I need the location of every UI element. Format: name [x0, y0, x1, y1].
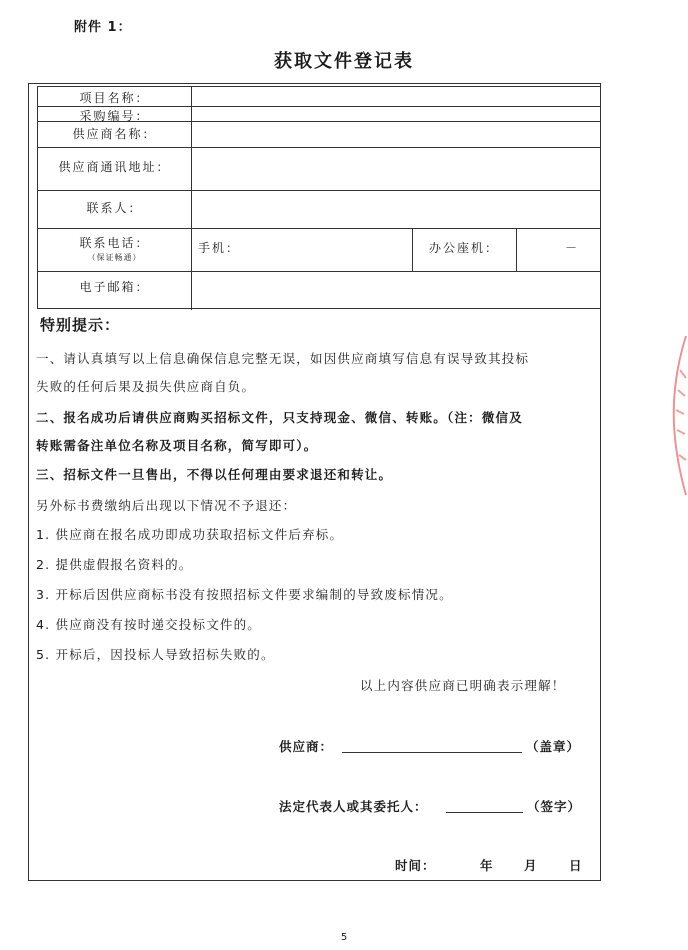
legal-rep-label: 法定代表人或其委托人：: [279, 799, 428, 814]
year-label: 年: [480, 858, 494, 873]
sign-note: （签字）: [527, 799, 582, 814]
supplier-address-field[interactable]: [192, 148, 601, 190]
seal-note: （盖章）: [526, 739, 581, 754]
purchase-no-field[interactable]: [192, 107, 601, 121]
email-field[interactable]: [192, 272, 601, 309]
day-label: 日: [569, 858, 583, 873]
refund-item-2: 2. 提供虚假报名资料的。: [36, 557, 193, 572]
office-phone-field[interactable]: [517, 229, 601, 271]
project-name-field[interactable]: [192, 87, 601, 106]
office-phone-label: 办公座机：: [428, 241, 499, 255]
notice-item-3: 三、招标文件一旦售出，不得以任何理由要求退还和转让。: [36, 467, 393, 482]
notice-title: 特别提示：: [40, 316, 121, 334]
legal-rep-signature-line[interactable]: [446, 812, 523, 813]
supplier-name-field[interactable]: [192, 122, 601, 147]
month-label: 月: [524, 858, 538, 873]
supplier-address-label: 供应商通讯地址：: [58, 160, 171, 174]
notice-item-2-line-1: 二、报名成功后请供应商购买招标文件，只支持现金、微信、转账。（注：微信及: [36, 410, 523, 425]
supplier-signature-label: 供应商：: [279, 739, 334, 754]
acknowledgement: 以上内容供应商已明确表示理解！: [360, 678, 566, 693]
notice-item-2-line-2: 转账需备注单位名称及项目名称，简写即可）。: [36, 438, 318, 453]
contact-label: 联系人：: [86, 201, 143, 215]
refund-item-1: 1. 供应商在报名成功即成功获取招标文件后弃标。: [36, 527, 344, 542]
phone-note: （保证畅通）: [87, 253, 142, 262]
notice-item-1-line-1: 一、请认真填写以上信息确保信息完整无误，如因供应商填写信息有误导致其投标: [36, 351, 530, 366]
mobile-field[interactable]: [243, 229, 411, 271]
phone-label: 联系电话：: [79, 236, 150, 250]
refund-item-4: 4. 供应商没有按时递交投标文件的。: [36, 617, 262, 632]
date-label: 时间：: [395, 858, 436, 873]
purchase-no-label: 采购编号：: [79, 109, 150, 123]
supplier-name-label: 供应商名称：: [72, 127, 157, 141]
attachment-label: 附件 1：: [74, 20, 132, 35]
notice-item-1-line-2: 失败的任何后果及损失供应商自负。: [36, 379, 256, 394]
page-number: 5: [340, 932, 348, 943]
refund-item-5: 5. 开标后，因投标人导致招标失败的。: [36, 647, 275, 662]
supplier-signature-line[interactable]: [342, 752, 522, 753]
refund-intro: 另外标书费缴纳后出现以下情况不予退还：: [36, 498, 297, 513]
project-name-label: 项目名称：: [79, 91, 150, 105]
contact-field[interactable]: [192, 191, 601, 228]
red-seal-fragment: [660, 330, 688, 500]
page-title: 获取文件登记表: [274, 51, 414, 72]
email-label: 电子邮箱：: [79, 280, 150, 294]
refund-item-3: 3. 开标后因供应商标书没有按照招标文件要求编制的导致废标情况。: [36, 587, 453, 602]
mobile-label: 手机：: [198, 241, 241, 255]
registration-table: [37, 86, 600, 309]
office-phone-dash: －: [565, 241, 580, 255]
